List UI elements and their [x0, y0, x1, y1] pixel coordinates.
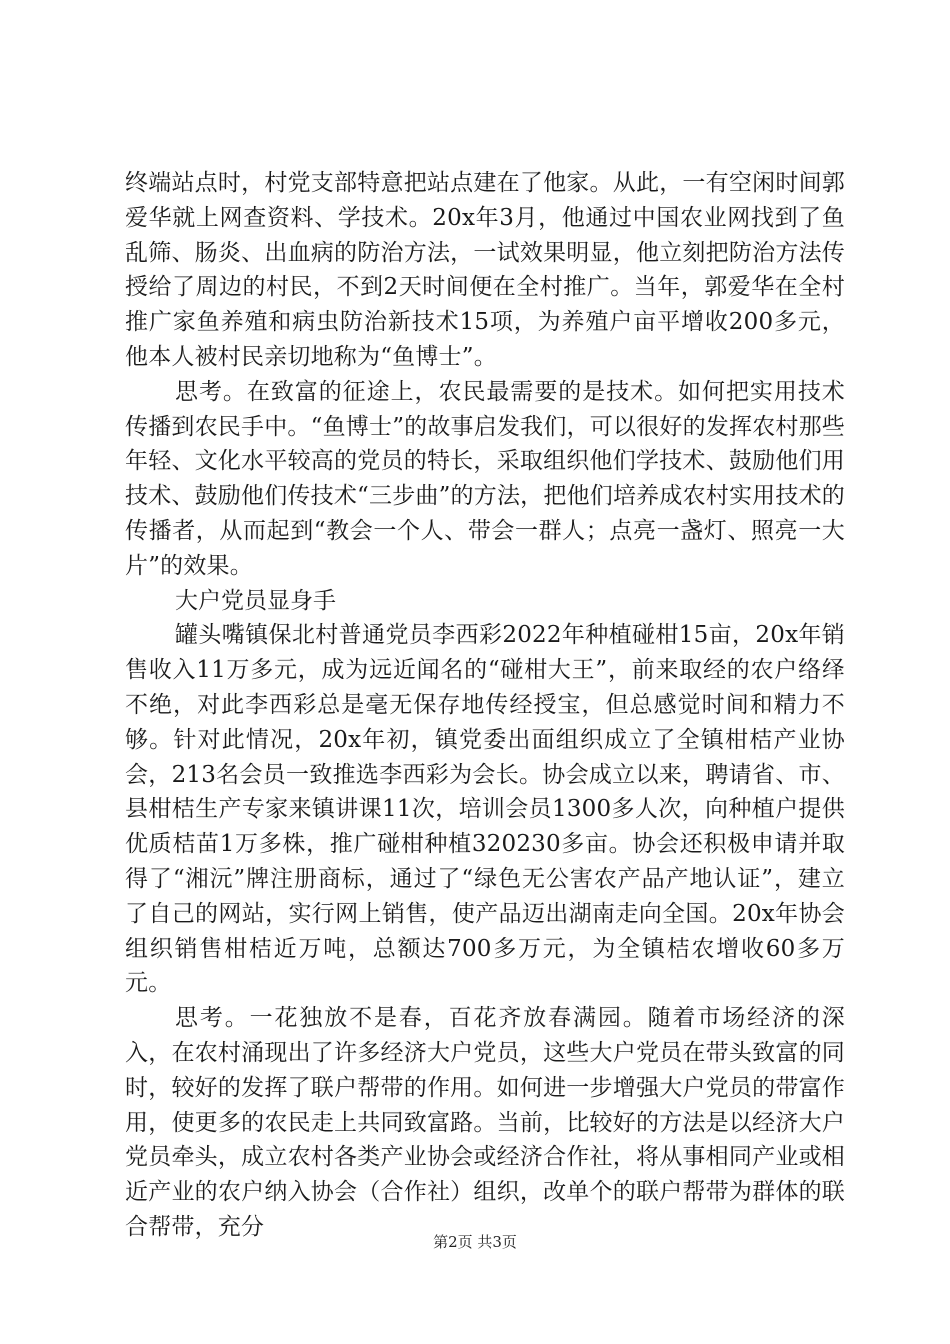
paragraph-case-study: 罐头嘴镇保北村普通党员李西彩2022年种植碰柑15亩，20x年销售收入11万多元，成为远近闻名的“碰柑大王”，前来取经的农户络绎不绝，对此李西彩总是毫无保存地传经授宝，但总感觉时间和精力不够。针对此情况，20x年初，镇党委出面组织成立了全镇柑桔产业协会，213名会员一致推选李西彩为会长。协会成立以来，聘请省、市、县柑桔生产专家来镇讲课11次，培训会员1300多人次，向种植户提供优质桔苗1万多株，推广碰柑种植320230多亩。协会还积极申请并取得了“湘沅”牌注册商标，通过了“绿色无公害农产品产地认证”，建立了自己的网站，实行网上销售，使产品迈出湖南走向全国。20x年协会组织销售柑桔近万吨，总额达700多万元，为全镇桔农增收60多万元。: [125, 622, 845, 997]
paragraph-reflection-1: 思考。在致富的征途上，农民最需要的是技术。如何把实用技术传播到农民手中。“鱼博士”的故事启发我们，可以很好的发挥农村那些年轻、文化水平较高的党员的特长，采取组织他们学技术、鼓励他们用技术、鼓励他们传技术“三步曲”的方法，把他们培养成农村实用技术的传播者，从而起到“教会一个人、带会一群人；点亮一盏灯、照亮一大片”的效果。: [125, 378, 845, 579]
section-heading: 大户党员显身手: [175, 587, 336, 614]
paragraph-reflection-2: 思考。一花独放不是春，百花齐放春满园。随着市场经济的深入，在农村涌现出了许多经济大户党员，这些大户党员在带头致富的同时，较好的发挥了联户帮带的作用。如何进一步增强大户党员的带富作用，使更多的农民走上共同致富路。当前，比较好的方法是以经济大户党员牵头，成立农村各类产业协会或经济合作社，将从事相同产业或相近产业的农户纳入协会（合作社）组织，改单个的联户帮带为群体的联合帮带，充分: [125, 1005, 845, 1240]
page-number-footer: 第2页 共3页: [433, 1233, 517, 1251]
paragraph-continuation: 终端站点时，村党支部特意把站点建在了他家。从此，一有空闲时间郭爱华就上网查资料、学技术。20x年3月，他通过中国农业网找到了鱼乱筛、肠炎、出血病的防治方法，一试效果明显，他立刻把防治方法传授给了周边的村民，不到2天时间便在全村推广。当年，郭爱华在全村推广家鱼养殖和病虫防治新技术15项，为养殖户亩平增收200多元，他本人被村民亲切地称为“鱼博士”。: [125, 170, 845, 370]
document-body: [125, 166, 845, 1245]
